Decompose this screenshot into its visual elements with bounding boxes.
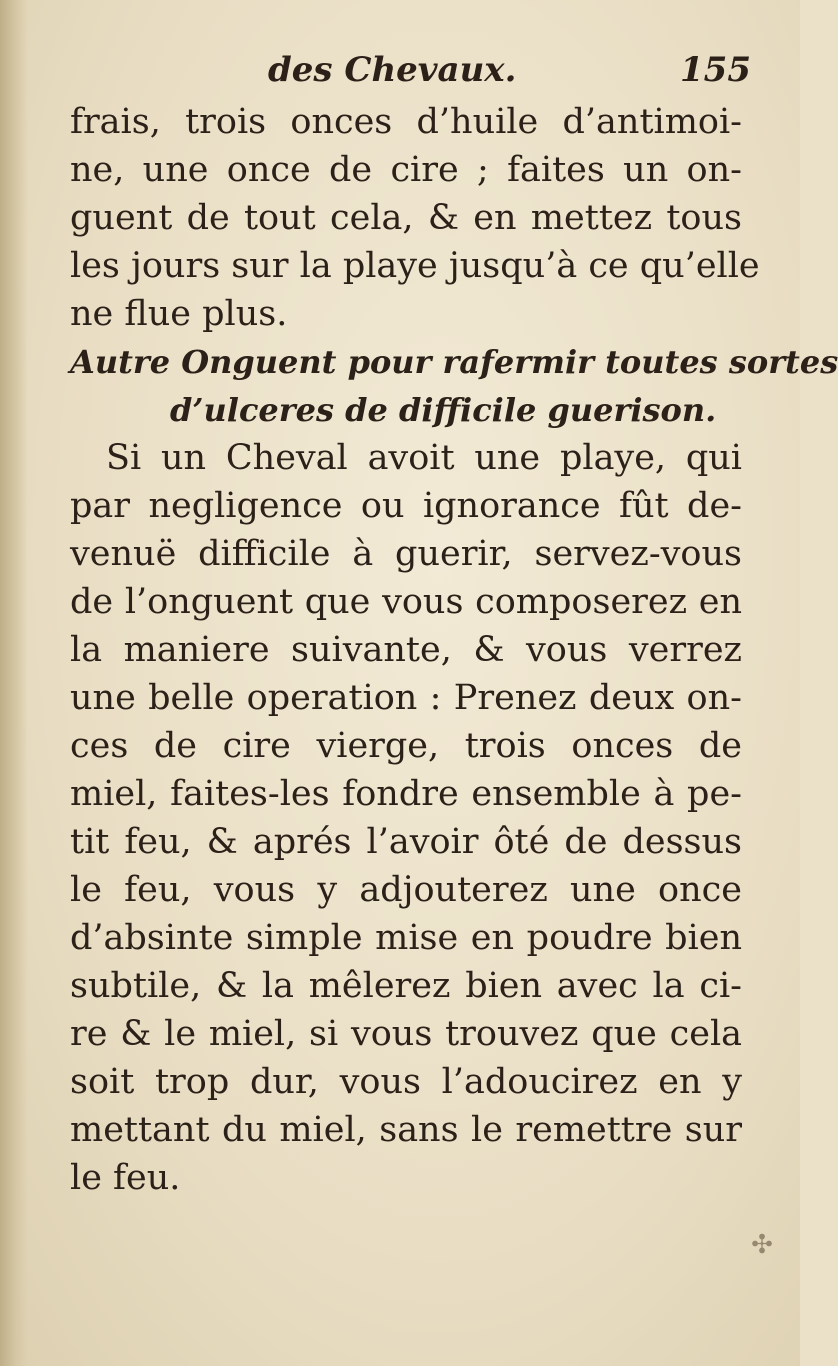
paragraph-line: la maniere suivante, & vous verrez [70, 630, 742, 670]
ornament-icon: ✣ [751, 1230, 773, 1260]
paragraph-line: Si un Cheval avoit une playe, qui [106, 438, 742, 478]
paragraph-line: soit trop dur, vous l’adoucirez en y [70, 1062, 742, 1102]
text-line: guent de tout cela, & en mettez tous [70, 198, 742, 238]
paragraph-line-last: le feu. [70, 1158, 181, 1198]
text-block [70, 98, 838, 1202]
page-gutter-shadow [0, 0, 28, 1366]
page-number: 155 [680, 50, 751, 90]
paragraph-line: par negligence ou ignorance fût de- [70, 486, 742, 526]
paragraph-line: d’absinte simple mise en poudre bien [70, 918, 742, 958]
paragraph-line: miel, faites-les fondre ensemble à pe- [70, 774, 742, 814]
paragraph-line: subtile, & la mêlerez bien avec la ci- [70, 966, 742, 1006]
paragraph-line: une belle operation : Prenez deux on- [70, 678, 742, 718]
text-line: ne, une once de cire ; faites un on- [70, 150, 742, 190]
paragraph-line: venuë difficile à guerir, servez-vous [70, 534, 742, 574]
section-heading-line: d’ulceres de difficile guerison. [170, 391, 717, 429]
paragraph-line: tit feu, & aprés l’avoir ôté de dessus [70, 822, 742, 862]
paragraph-line: le feu, vous y adjouterez une once [70, 870, 742, 910]
text-line: frais, trois onces d’huile d’antimoi- [70, 102, 742, 142]
section-heading-line: Autre Onguent pour rafermir toutes sortes [70, 343, 838, 381]
running-head [0, 46, 800, 94]
paragraph-line: mettant du miel, sans le remettre sur [70, 1110, 742, 1150]
text-line-last: ne flue plus. [70, 294, 288, 334]
running-title: des Chevaux. [268, 50, 517, 90]
paragraph-line: de l’onguent que vous composerez en [70, 582, 742, 622]
text-line: les jours sur la playe jusqu’à ce qu’elle [70, 246, 760, 286]
paragraph-line: re & le miel, si vous trouvez que cela [70, 1014, 742, 1054]
paragraph-line: ces de cire vierge, trois onces de [70, 726, 742, 766]
